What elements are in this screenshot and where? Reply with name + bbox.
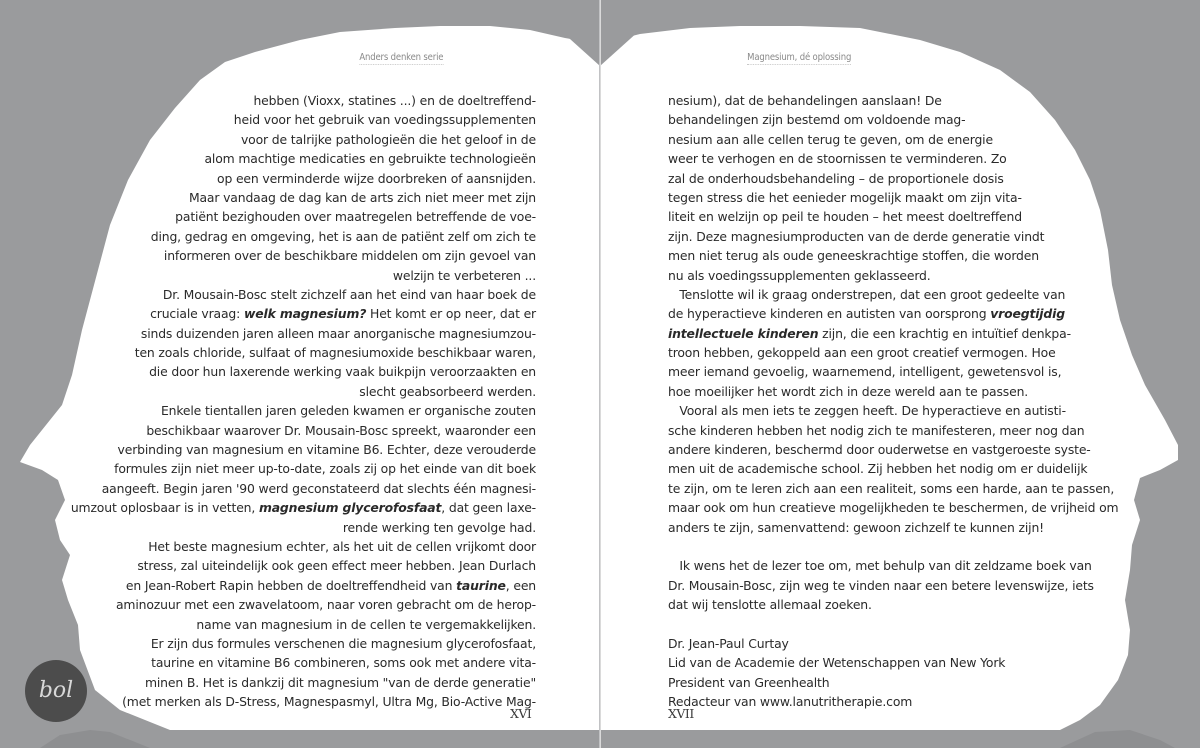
- text-line: [668, 91, 1138, 110]
- left-page-number: XVI: [510, 706, 532, 721]
- line-text: die door hun laxerende werking vaak buikpijn veroorzaakten en: [149, 364, 536, 380]
- line-text: aangeeft. Begin jaren '90 werd geconstateerd dat slechts één magnesi-: [101, 480, 536, 496]
- text-line: [60, 207, 536, 226]
- line-text: Lid van de Academie der Wetenschappen van New York: [668, 655, 1006, 671]
- line-text: taurine en vitamine B6 combineren, soms ook met andere vita-: [151, 655, 536, 671]
- line-text: minen B. Het is dankzij dit magnesium "van de derde generatie": [144, 674, 536, 690]
- emphasis-text: magnesium glycerofosfaat: [258, 500, 442, 516]
- line-text: heid voor het gebruik van voedingssupplementen: [233, 112, 536, 128]
- line-text: (met merken als D-Stress, Magnespasmyl, Ultra Mg, Bio-Active Mag-: [122, 694, 536, 710]
- text-line: [668, 266, 1138, 285]
- text-line: [668, 285, 1138, 304]
- line-text: op een verminderde wijze doorbreken of aansnijden.: [217, 170, 536, 186]
- line-text: Er zijn dus formules verschenen die magnesium glycerofosfaat,: [150, 635, 536, 651]
- line-text: ten zoals chloride, sulfaat of magnesiumoxide beschikbaar waren,: [134, 345, 536, 361]
- text-line: [60, 266, 536, 285]
- text-line: [668, 615, 1138, 634]
- line-text: Het beste magnesium echter, als het uit de cellen vrijkomt door: [148, 538, 536, 554]
- line-text: Redacteur van www.lanutritherapie.com: [668, 694, 913, 710]
- text-line: [60, 110, 536, 129]
- text-line: [668, 692, 1138, 711]
- line-text: zijn, die een krachtig en intuïtief denkpa-: [818, 325, 1071, 341]
- text-line: [668, 362, 1138, 381]
- line-text: slecht geabsorbeerd werden.: [359, 383, 536, 399]
- text-line: [668, 653, 1138, 672]
- text-line: [668, 188, 1138, 207]
- line-text: sinds duizenden jaren alleen maar anorganische magnesiumzou-: [140, 325, 536, 341]
- text-line: [668, 479, 1138, 498]
- line-text: patiënt bezighouden over maatregelen betreffende de voe-: [175, 209, 536, 225]
- line-text: nesium aan alle cellen terug te geven, om de energie: [668, 131, 993, 147]
- text-line: [60, 615, 536, 634]
- line-text: informeren over de beschikbare middelen om zijn gevoel van: [163, 248, 536, 264]
- line-text: nu als voedingssupplementen geklasseerd.: [668, 267, 931, 283]
- text-line: [668, 304, 1138, 323]
- right-page-body: [668, 91, 1138, 712]
- line-text: nesium), dat de behandelingen aanslaan! De: [668, 93, 942, 108]
- line-text: Tenslotte wil ik graag onderstrepen, dat een groot gedeelte van: [668, 286, 1066, 302]
- bol-logo-icon: [25, 660, 87, 722]
- line-text: name van magnesium in de cellen te vergemakkelijken.: [196, 616, 536, 632]
- line-text: Dr. Mousain-Bosc, zijn weg te vinden naar een betere levenswijze, iets: [668, 577, 1094, 593]
- text-line: [60, 401, 536, 420]
- text-line: [60, 692, 536, 711]
- text-line: [668, 324, 1138, 343]
- line-text: weer te verhogen en de stoornissen te verminderen. Zo: [668, 151, 1007, 167]
- line-text: umzout oplosbaar is in vetten,: [70, 500, 259, 516]
- text-line: [60, 362, 536, 381]
- line-text: tegen stress die het eenieder mogelijk maakt om zijn vita-: [668, 189, 1022, 205]
- line-text: welzijn te verbeteren ...: [392, 267, 536, 283]
- line-text: voor de talrijke pathologieën die het geloof in de: [241, 131, 536, 147]
- line-text: sche kinderen hebben het nodig zich te manifesteren, meer nog dan: [668, 422, 1085, 438]
- text-line: [60, 246, 536, 265]
- line-text: meer iemand gevoelig, waarnemend, intelligent, gewetensvol is,: [668, 364, 1062, 380]
- text-line: [668, 459, 1138, 478]
- text-line: [60, 130, 536, 149]
- text-line: [60, 285, 536, 304]
- text-line: [668, 343, 1138, 362]
- text-line: [60, 634, 536, 653]
- left-running-head: Anders denken serie: [359, 52, 444, 63]
- text-line: [668, 169, 1138, 188]
- line-text: President van Greenhealth: [668, 674, 830, 690]
- line-text: liteit en welzijn op peil te houden – het meest doeltreffend: [668, 209, 1022, 225]
- line-text: alom machtige medicaties en gebruikte technologieën: [204, 151, 536, 167]
- emphasis-text: intellectuele kinderen: [668, 325, 819, 341]
- line-text: Het komt er op neer, dat er: [366, 306, 536, 322]
- text-line: [60, 556, 536, 575]
- text-line: [60, 149, 536, 168]
- line-text: Maar vandaag de dag kan de arts zich niet meer met zijn: [188, 189, 536, 205]
- text-line: [668, 673, 1138, 692]
- line-text: de hyperactieve kinderen en autisten van oorsprong: [668, 306, 991, 322]
- text-line: [60, 440, 536, 459]
- line-text: , een: [505, 577, 536, 593]
- text-line: [668, 246, 1138, 265]
- text-line: [668, 518, 1138, 537]
- text-line: [668, 207, 1138, 226]
- text-line: [668, 556, 1138, 575]
- line-text: Enkele tientallen jaren geleden kwamen er organische zouten: [160, 403, 536, 419]
- text-line: [668, 634, 1138, 653]
- logo-text: bol: [38, 678, 74, 703]
- line-text: en Jean-Robert Rapin hebben de doeltreffendheid van: [125, 577, 457, 593]
- line-text: behandelingen zijn bestemd om voldoende mag-: [668, 112, 966, 128]
- line-text: stress, zal uiteindelijk ook geen effect meer hebben. Jean Durlach: [137, 558, 536, 574]
- emphasis-text: taurine: [456, 577, 506, 593]
- line-text: Dr. Mousain-Bosc stelt zichzelf aan het eind van haar boek de: [162, 286, 536, 302]
- text-line: [668, 130, 1138, 149]
- text-line: [60, 595, 536, 614]
- line-text: Vooral als men iets te zeggen heeft. De hyperactieve en autisti-: [668, 403, 1066, 419]
- text-line: [60, 479, 536, 498]
- text-line: [60, 518, 536, 537]
- text-line: [668, 440, 1138, 459]
- text-line: [60, 537, 536, 556]
- text-line: [668, 382, 1138, 401]
- text-line: [60, 673, 536, 692]
- text-line: [60, 653, 536, 672]
- text-line: [60, 304, 536, 323]
- text-line: [668, 401, 1138, 420]
- emphasis-text: vroegtijdig: [990, 306, 1065, 322]
- text-line: [668, 595, 1138, 614]
- line-text: men niet terug als oude geneeskrachtige stoffen, die worden: [668, 248, 1039, 264]
- line-text: anders te zijn, samenvattend: gewoon zichzelf te kunnen zijn!: [668, 519, 1044, 535]
- text-line: [60, 188, 536, 207]
- line-text: andere kinderen, beschermd door ouderwetse en vastgeroeste syste-: [668, 442, 1091, 458]
- line-text: formules zijn niet meer up-to-date, zoals zij op het einde van dit boek: [114, 461, 536, 477]
- text-line: [60, 421, 536, 440]
- text-line: [60, 498, 536, 517]
- text-line: [668, 498, 1138, 517]
- line-text: maar ook om hun creatieve mogelijkheden te beschermen, de vrijheid om: [668, 500, 1119, 516]
- line-text: zal de onderhoudsbehandeling – de proportionele dosis: [668, 170, 1004, 186]
- text-line: [668, 227, 1138, 246]
- text-line: [60, 343, 536, 362]
- line-text: zijn. Deze magnesiumproducten van de derde generatie vindt: [668, 228, 1045, 244]
- line-text: aminozuur met een zwavelatoom, naar voren gebracht om de herop-: [115, 597, 536, 613]
- line-text: dat wij tenslotte allemaal zoeken.: [668, 597, 872, 613]
- text-line: [60, 459, 536, 478]
- text-line: [60, 382, 536, 401]
- text-line: [668, 110, 1138, 129]
- line-text: hebben (Vioxx, statines ...) en de doeltreffend-: [253, 93, 536, 108]
- line-text: Dr. Jean-Paul Curtay: [668, 635, 789, 651]
- line-text: troon hebben, gekoppeld aan een groot creatief vermogen. Hoe: [668, 345, 1056, 361]
- line-text: rende werking ten gevolge had.: [342, 519, 536, 535]
- line-text: men uit de academische school. Zij hebben het nodig om er duidelijk: [668, 461, 1088, 477]
- text-line: [60, 576, 536, 595]
- line-text: beschikbaar waarover Dr. Mousain-Bosc spreekt, waaronder een: [146, 422, 536, 438]
- line-text: hoe moeilijker het wordt zich in deze wereld aan te passen.: [668, 383, 1029, 399]
- text-line: [60, 227, 536, 246]
- text-line: [60, 324, 536, 343]
- line-text: te zijn, om te leren zich aan een realiteit, soms een harde, aan te passen,: [668, 480, 1115, 496]
- text-line: [60, 169, 536, 188]
- line-text: Ik wens het de lezer toe om, met behulp van dit zeldzame boek van: [668, 558, 1092, 574]
- line-text: cruciale vraag:: [150, 306, 244, 322]
- line-text: ding, gedrag en omgeving, het is aan de patiënt zelf om zich te: [150, 228, 536, 244]
- left-page-body: [60, 91, 536, 712]
- text-line: [668, 149, 1138, 168]
- book-gutter: [599, 0, 601, 748]
- text-line: [60, 91, 536, 110]
- right-page-number: XVII: [668, 706, 694, 721]
- line-text: , dat geen laxe-: [441, 500, 536, 516]
- text-line: [668, 421, 1138, 440]
- line-text: verbinding van magnesium en vitamine B6. Echter, deze verouderde: [117, 442, 536, 458]
- emphasis-text: welk magnesium?: [243, 306, 367, 322]
- text-line: [668, 537, 1138, 556]
- text-line: [668, 576, 1138, 595]
- right-running-head: Magnesium, dé oplossing: [747, 52, 852, 63]
